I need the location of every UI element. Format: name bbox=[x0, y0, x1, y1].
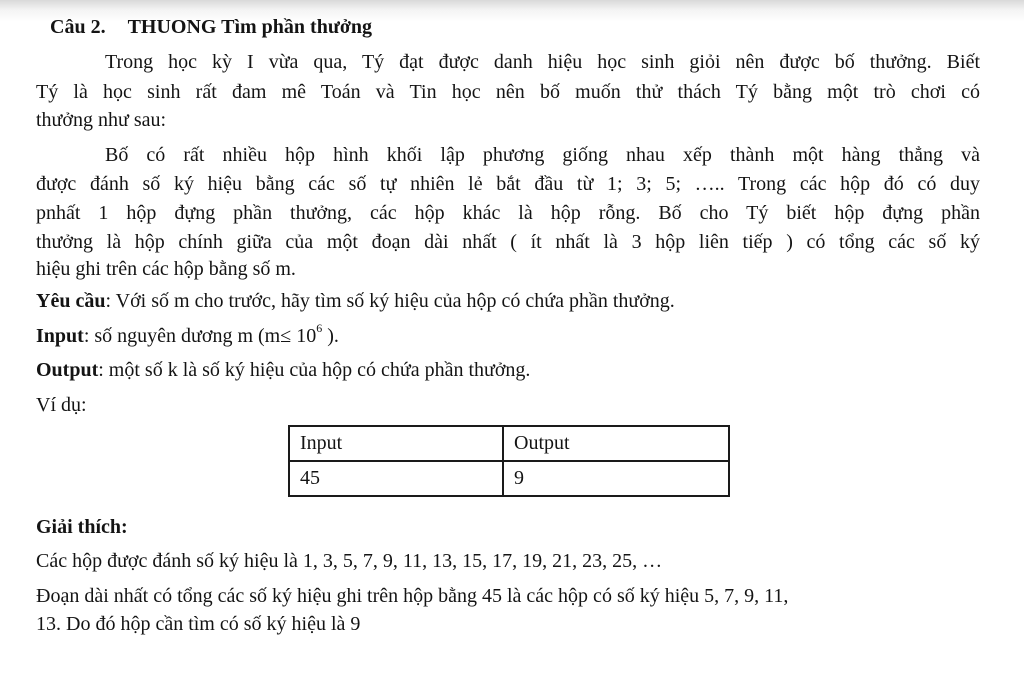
explanation-line: Đoạn dài nhất có tổng các số ký hiệu ghi trên hộp bằng 45 là các hộp có số ký hiệu 5, 7, 9, 11, bbox=[36, 585, 789, 607]
input-tail: ). bbox=[322, 325, 339, 347]
table-header-row bbox=[289, 426, 729, 461]
paragraph-line: Bố có rất nhiều hộp hình khối lập phương giống nhau xếp thành một hàng thẳng và bbox=[105, 144, 980, 166]
paragraph-line: thưởng là hộp chính giữa của một đoạn dài nhất ( ít nhất là 3 hộp liên tiếp ) có tổng các số ký bbox=[36, 231, 980, 253]
output-text: : một số k là số ký hiệu của hộp có chứa phần thưởng. bbox=[98, 359, 531, 381]
input-label: Input bbox=[36, 325, 84, 347]
paragraph-line: Trong học kỳ I vừa qua, Tý đạt được danh hiệu học sinh giỏi nên được bố thưởng. Biết bbox=[105, 51, 980, 73]
table-cell-input: 45 bbox=[289, 461, 503, 496]
input-exponent: 6 bbox=[316, 321, 323, 336]
paragraph-line: được đánh số ký hiệu bằng các số tự nhiên lẻ bắt đầu từ 1; 3; 5; ….. Trong các hộp đó có duy bbox=[36, 173, 980, 195]
explanation-line: Các hộp được đánh số ký hiệu là 1, 3, 5, 7, 9, 11, 13, 15, 17, 19, 21, 23, 25, … bbox=[36, 550, 663, 572]
output-line bbox=[36, 358, 530, 382]
paragraph-line: pnhất 1 hộp đựng phần thưởng, các hộp khác là hộp rỗng. Bố cho Tý biết hộp đựng phần bbox=[36, 202, 980, 224]
question-number: Câu 2. bbox=[50, 16, 106, 38]
explanation-line: 13. Do đó hộp cần tìm có số ký hiệu là 9 bbox=[36, 613, 361, 635]
paragraph-line: hiệu ghi trên các hộp bằng số m. bbox=[36, 258, 296, 280]
output-label: Output bbox=[36, 359, 99, 381]
question-heading: THUONG Tìm phần thưởng bbox=[127, 16, 373, 38]
requirement-text: : Với số m cho trước, hãy tìm số ký hiệu của hộp có chứa phần thưởng. bbox=[105, 290, 675, 312]
explanation-heading: Giải thích: bbox=[36, 516, 128, 538]
table-header-output: Output bbox=[503, 426, 729, 461]
paragraph-line: thưởng như sau: bbox=[36, 109, 167, 131]
requirement-label: Yêu cầu bbox=[36, 290, 106, 312]
example-table bbox=[288, 425, 730, 497]
input-text: : số nguyên dương m (m≤ 10 bbox=[83, 325, 317, 347]
table-header-input: Input bbox=[289, 426, 503, 461]
paragraph-line: Tý là học sinh rất đam mê Toán và Tin học nên bố muốn thử thách Tý bằng một trò chơi có bbox=[36, 81, 980, 103]
example-label: Ví dụ: bbox=[36, 394, 87, 416]
requirement-line bbox=[36, 289, 675, 313]
input-line bbox=[36, 321, 339, 348]
table-row bbox=[289, 461, 729, 496]
question-title bbox=[50, 15, 372, 39]
table-cell-output: 9 bbox=[503, 461, 729, 496]
